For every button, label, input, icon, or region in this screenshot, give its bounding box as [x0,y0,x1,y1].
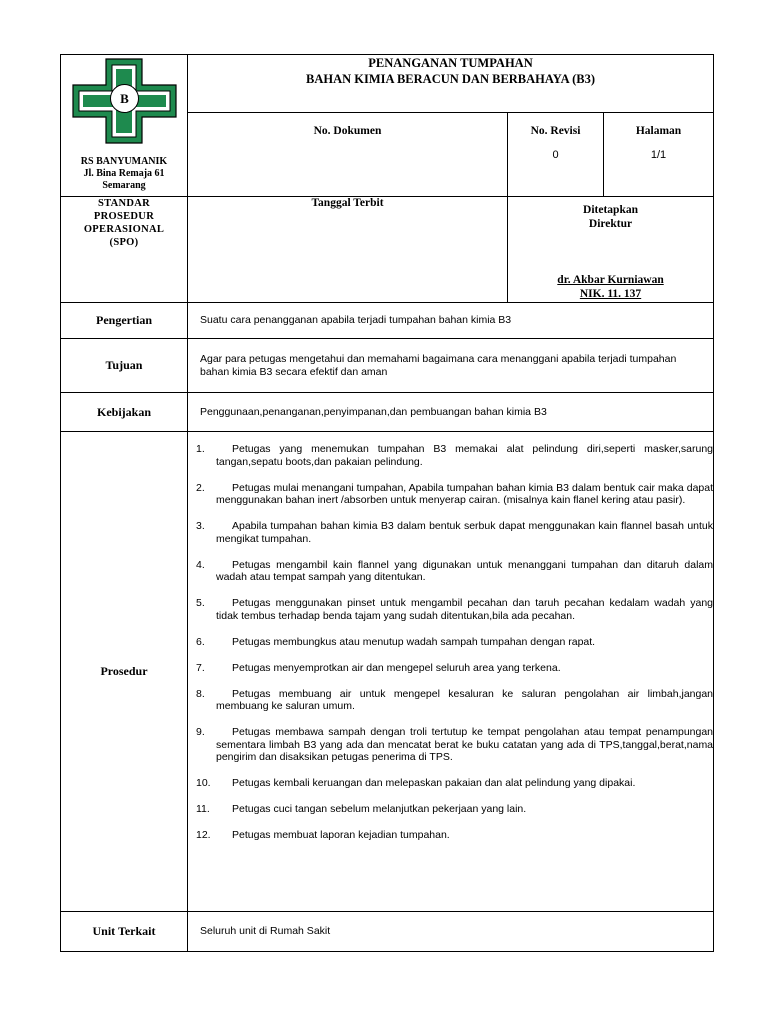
prosedur-step [188,803,713,816]
step-text: Petugas membawa sampah dengan troli tertutup ke tempat pengolahan atau tempat penampungan sementara limbah B3 yang ada dan mencatat berat ke buku catatan yang ada di TPS,tanggal,berat,nama pengirim dan disaksikan petugas penerima di TPS. [216,726,714,763]
ditetapkan-label: Ditetapkan [583,204,638,216]
hospital-city: Semarang [102,180,146,191]
step-number: 4. [196,558,205,571]
prosedur-steps-list [188,432,713,850]
pengertian-label: Pengertian [61,303,188,339]
title-line-1: PENANGANAN TUMPAHAN [368,56,533,70]
halaman-label: Halaman [635,125,682,137]
signer-nik: NIK. 11. 137 [579,288,642,300]
tanggal-terbit-label: Tanggal Terbit [311,197,384,209]
prosedur-step [188,636,713,649]
hospital-info [61,156,187,192]
prosedur-step [188,482,713,507]
step-number: 7. [196,661,205,674]
step-number: 1. [196,443,205,455]
spo-label [61,197,188,303]
spo-line-3: OPERASIONAL [83,224,165,235]
no-revisi-cell [508,113,604,197]
prosedur-label: Prosedur [61,432,188,912]
step-text: Petugas kembali keruangan dan melepaskan pakaian dan alat pelindung yang dipakai. [232,777,636,789]
step-number: 8. [196,687,205,700]
hospital-address: Jl. Bina Remaja 61 [83,168,165,179]
direktur-label: Direktur [588,218,633,230]
document-title [188,55,714,113]
step-number: 11. [196,803,210,815]
ditetapkan-block [508,197,713,231]
prosedur-step [188,726,713,764]
step-text: Petugas menyemprotkan air dan mengepel seluruh area yang terkena. [232,661,561,674]
step-text: Petugas membuat laporan kejadian tumpahan. [232,829,450,841]
no-dokumen-cell [188,113,508,197]
spo-line-4: (SPO) [109,237,139,248]
prosedur-step [188,559,713,584]
step-number: 9. [196,726,205,738]
step-text: Petugas cuci tangan sebelum melanjutkan pekerjaan yang lain. [232,803,527,815]
spo-line-2: PROSEDUR [93,211,155,222]
no-revisi-value: 0 [552,149,559,161]
step-number: 5. [196,597,205,609]
step-number: 3. [196,520,205,532]
step-number: 12. [196,829,211,841]
step-text: Petugas yang menemukan tumpahan B3 memakai alat pelindung diri,seperti masker,sarung tangan,sepatu boots,dan pakaian pelindung. [216,443,714,468]
hospital-cross-logo-icon [72,58,177,144]
halaman-value: 1/1 [650,149,667,161]
halaman-cell [604,113,714,197]
step-text: Petugas mulai menangani tumpahan, Apabila tumpahan bahan kimia B3 dalam bentuk cair maka dapat menggunakan bahan inert /absorben untuk menyerap cairan. (misalnya kain flanel kering atau pasir). [216,481,714,506]
kebijakan-text: Penggunaan,penanganan,penyimpanan,dan pembuangan bahan kimia B3 [188,393,714,432]
prosedur-step [188,777,713,790]
prosedur-step [188,662,713,675]
step-text: Petugas membuang air untuk mengepel kesaluran ke saluran pengolahan air limbah,jangan membuang ke saluran umum. [216,687,714,712]
hospital-logo-cell [61,55,188,197]
step-number: 6. [196,635,205,648]
prosedur-step [188,688,713,713]
tujuan-label: Tujuan [61,339,188,393]
prosedur-content [188,432,714,912]
unit-terkait-text: Seluruh unit di Rumah Sakit [188,912,714,952]
signature-block [508,273,713,301]
tujuan-text: Agar para petugas mengetahui dan memahami bagaimana cara menanggani apabila terjadi tumpahan bahan kimia B3 secara efektif dan aman [188,339,714,393]
logo-letter: B [120,91,129,106]
step-text: Petugas menggunakan pinset untuk mengambil pecahan dan taruh pecahan kedalam wadah yang tidak tembus terhadap benda tajam yang sudah ditentukan,bila ada pecahan. [216,597,714,622]
spo-line-1: STANDAR [97,198,151,209]
hospital-name: RS BANYUMANIK [80,156,168,167]
spo-table [60,54,714,952]
pengertian-text: Suatu cara penangganan apabila terjadi tumpahan bahan kimia B3 [188,303,714,339]
tanggal-terbit-cell [188,197,508,303]
no-revisi-label: No. Revisi [530,125,581,137]
ditetapkan-cell [508,197,714,303]
prosedur-step [188,520,713,545]
step-number: 2. [196,481,205,494]
no-dokumen-label: No. Dokumen [313,125,382,137]
step-number: 10. [196,777,211,789]
step-text: Petugas mengambil kain flannel yang digunakan untuk menanggani tumpahan dan ditaruh dalam wadah atau tempat sampah yang ditentukan. [216,558,714,583]
step-text: Apabila tumpahan bahan kimia B3 dalam bentuk serbuk dapat menggunakan kain flannel basah untuk mengikat tumpahan. [216,520,714,545]
kebijakan-label: Kebijakan [61,393,188,432]
hospital-logo [72,58,177,144]
prosedur-step [188,443,713,468]
signer-name: dr. Akbar Kurniawan [557,274,664,286]
step-text: Petugas membungkus atau menutup wadah sampah tumpahan dengan rapat. [232,635,596,648]
title-line-2: BAHAN KIMIA BERACUN DAN BERBAHAYA (B3) [305,72,596,86]
unit-terkait-label: Unit Terkait [61,912,188,952]
prosedur-step [188,597,713,622]
prosedur-step [188,829,713,842]
